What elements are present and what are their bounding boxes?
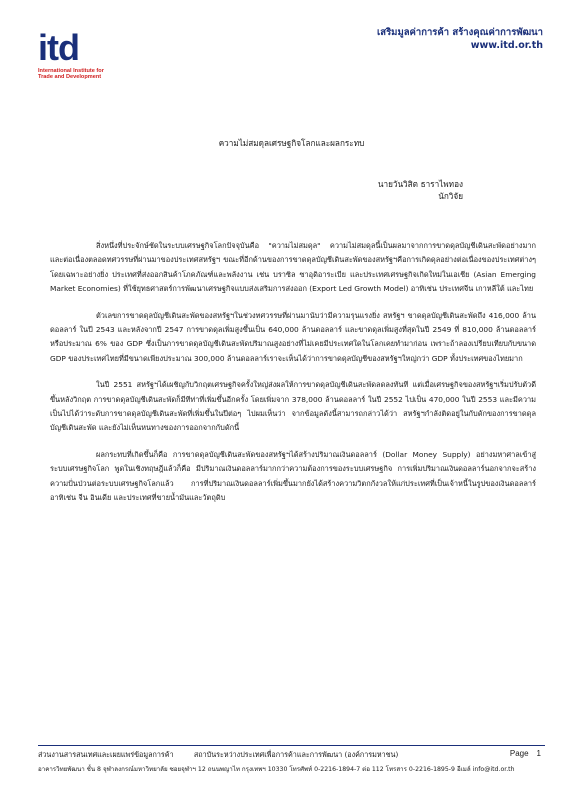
paragraph: ในปี 2551 สหรัฐฯได้เผชิญกับวิกฤตเศรษฐกิจครั้งใหญ่ส่งผลให้การขาดดุลบัญชีเดินสะพัดลดลงทันที แต่เมื่อเศรษฐกิจของสหรัฐฯเริ่มปรับตัวดีขึ้นหลังวิกฤต การขาดดุลบัญชีเดินสะพัดก็มีทีท่าที่เพิ่มขึ้นอีกครั้ง โดยเพิ่มจาก 378,000 ล้านดอลลาร์ ในปี 2552 ไปเป็น 470,000 ในปี 2553 และมีความเป็นไปได้ว่าระดับการขาดดุลบัญชีเดินสะพัดที่เพิ่มขึ้นในปีต่อๆ ไปผมเห็นว่า จากข้อมูลดังนี้สามารถกล่าวได้ว่า สหรัฐฯกำลังติดอยู่ในกับดักของการขาดดุลบัญชีเดินสะพัด และยังไม่เห็นหนทางของการออกจากกับดักนี้	[50, 380, 536, 433]
website-url[interactable]: www.itd.or.th	[470, 40, 543, 51]
page-indicator	[510, 749, 541, 758]
paragraph: สิ่งหนึ่งที่ประจักษ์ชัดในระบบเศรษฐกิจโลกปัจจุบันคือ "ความไม่สมดุล" ความไม่สมดุลนี้เป็นผลมาจากการขาดดุลบัญชีเดินสะพัดอย่างมาก และต่อเนื่องตลอดทศวรรษที่ผ่านมาของประเทศสหรัฐฯ ขณะที่อีกด้านของการขาดดุลบัญชีเดินสะพัดของสหรัฐฯคือการเกิดดุลอย่างต่อเนื่องของประเทศต่างๆ โดยเฉพาะอย่างยิ่ง ประเทศที่ส่งออกสินค้าโภคภัณฑ์และพลังงาน เช่น บราซิล ซาอุดิอาระเบีย และประเทศเศรษฐกิจเกิดใหม่ในเอเชีย (Asian Emerging Market Economies) ที่ใช้ยุทธศาสตร์การพัฒนาเศรษฐกิจแบบส่งเสริมการส่งออก (Export Led Growth Model) อาทิเช่น ประเทศจีน เกาหลีใต้ และไทย	[50, 241, 536, 294]
slogan: เสริมมูลค่าการค้า สร้างคุณค่าการพัฒนา	[377, 27, 543, 38]
logo-subtitle-line2: Trade and Development	[38, 74, 102, 81]
author-block	[378, 178, 463, 202]
footer-org-unit: ส่วนงานสารสนเทศและเผยแพร่ข้อมูลการค้า	[38, 750, 174, 759]
paragraph: ผลกระทบที่เกิดขึ้นก็คือ การขาดดุลบัญชีเดินสะพัดของสหรัฐฯได้สร้างปริมาณเงินดอลลาร์ (Dollar Money Supply) อย่างมหาศาลเข้าสู่ระบบเศรษฐกิจโลก พูดในเชิงทฤษฎีแล้วก็คือ มีปริมาณเงินดอลลาร์มากกว่าความต้องการของระบบเศรษฐกิจ การเพิ่มปริมาณเงินดอลลาร์นอกจากจะสร้างความปั่นป่วนต่อระบบเศรษฐกิจโลกแล้ว การที่ปริมาณเงินดอลลาร์เพิ่มขึ้นมากยังได้สร้างความวิตกกังวลให้แก่ประเทศที่เป็นเจ้าหนี้ในรูปของเงินดอลลาร์ อาทิเช่น จีน อินเดีย และประเทศที่ขายน้ำมันและวัตถุดิบ	[50, 449, 536, 503]
itd-logo	[38, 27, 128, 81]
logo-subtitle-line1: International Institute for	[38, 68, 104, 74]
document-title: ความไม่สมดุลเศรษฐกิจโลกและผลกระทบ	[218, 138, 365, 148]
logo-subtitle	[38, 68, 128, 81]
paragraph: ตัวเลขการขาดดุลบัญชีเดินสะพัดของสหรัฐฯในช่วงทศวรรษที่ผ่านมานับว่ามีความรุนแรงยิ่ง สหรัฐฯ ขาดดุลบัญชีเดินสะพัดถึง 416,000 ล้านดอลลาร์ ในปี 2543 และหลังจากปี 2547 การขาดดุลเพิ่มสูงขึ้นเป็น 640,000 ล้านดอลลาร์ และขาดดุลเพิ่มสูงที่สุดในปี 2549 ที่ 810,000 ล้านดอลลาร์ หรือประมาณ 6% ของ GDP ซึ่งเป็นการขาดดุลบัญชีเดินสะพัดปริมาณสูงอย่างที่ไม่เคยมีประเทศใดในโลกเคยทำมาก่อน เพราะถ้าลองเปรียบเทียบกับขนาด GDP ของประเทศไทยที่มีขนาดเพียงประมาณ 300,000 ล้านดอลลาร์เราจะเห็นได้ว่าการขาดดุลบัญชีของสหรัฐฯใหญ่กว่า GDP ทั้งประเทศของไทยมาก	[50, 310, 536, 363]
footer-address: อาคารวิทยพัฒนา ชั้น 8 จุฬาลงกรณ์มหาวิทยาลัย ซอยจุฬาฯ 12 ถนนพญาไท กรุงเทพฯ 10330 โทรศัพท์ 0-2216-1894-7 ต่อ 112 โทรสาร 0-2216-1895-9 อีเมล์ info@itd.or.th	[38, 766, 515, 773]
header-tagline	[377, 26, 543, 52]
logo-mark: itd	[38, 27, 79, 68]
page-number: 1	[536, 749, 541, 758]
author-role: นักวิจัย	[438, 191, 463, 201]
footer-organization	[38, 750, 398, 761]
footer-org-name: สถาบันระหว่างประเทศเพื่อการค้าและการพัฒนา (องค์การมหาชน)	[193, 750, 399, 759]
footer-divider	[38, 745, 545, 746]
document-body	[50, 239, 536, 518]
page-label: Page	[509, 749, 529, 758]
author-name: นายวันวิสิต ธาราไพทอง	[377, 179, 463, 189]
